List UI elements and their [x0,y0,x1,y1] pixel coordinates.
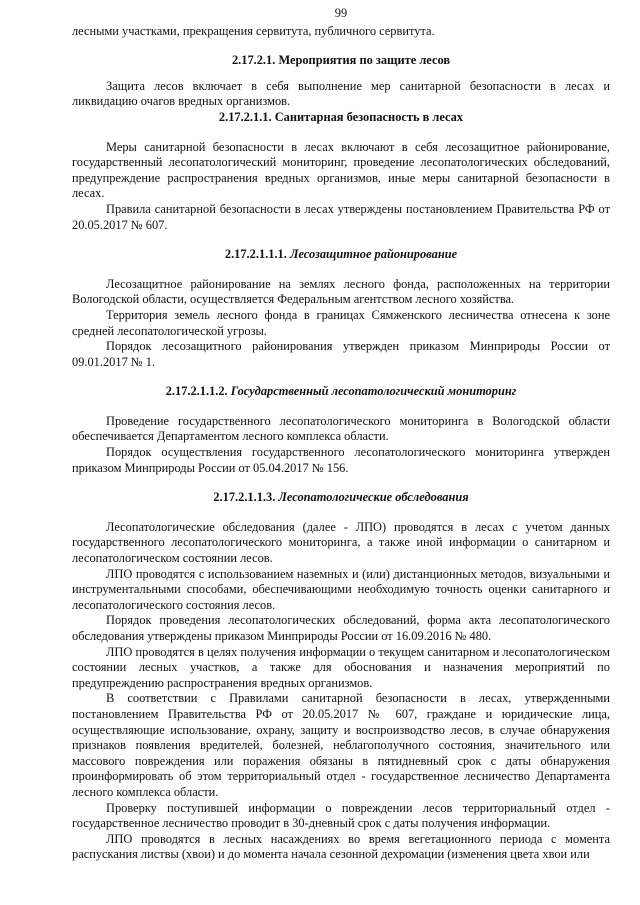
paragraph: Лесозащитное районирование на землях лесного фонда, расположенных на территории Вологодской области, осуществляется Федеральным агентством лесного хозяйства. [72,276,610,307]
section-heading-2-17-2-1 [72,53,610,69]
section-number: 2.17.2.1.1.3. [213,490,276,505]
paragraph: ЛПО проводятся в целях получения информации о текущем санитарном и лесопатологическом состоянии лесных участков, а также для обоснования и назначения мероприятий по предупреждению распространения вредных организмов. [72,644,610,690]
section-title: Лесопатологические обследования [278,490,469,505]
paragraph: Проверку поступившей информации о повреждении лесов территориальный отдел - государственное лесничество проводит в 30-дневный срок с даты получения информации. [72,800,610,831]
paragraph: Территория земель лесного фонда в границах Сямженского лесничества отнесена к зоне средней лесопатологической угрозы. [72,307,610,338]
paragraph: ЛПО проводятся с использованием наземных и (или) дистанционных методов, визуальными и инструментальными способами, обеспечивающими необходимую точность оценки санитарного и лесопатологического состояния лесов. [72,566,610,612]
section-number: 2.17.2.1.1.2. [165,384,228,399]
section-number: 2.17.2.1.1.1. [224,247,287,262]
section-title: Мероприятия по защите лесов [278,53,451,68]
paragraph: Меры санитарной безопасности в лесах включают в себя лесозащитное районирование, государственный лесопатологический мониторинг, проведение лесопатологических обследований, предупреждение распространения вредных организмов, иные меры санитарной безопасности в лесах. [72,139,610,201]
paragraph: Порядок лесозащитного районирования утвержден приказом Минприроды России от 09.01.2017 № 1. [72,339,610,369]
section-heading-2-17-2-1-1 [72,110,610,126]
section-heading-2-17-2-1-1-3 [72,490,610,506]
paragraph: Защита лесов включает в себя выполнение мер санитарной безопасности в лесах и ликвидацию очагов вредных организмов. [72,78,610,109]
section-heading-2-17-2-1-1-2 [72,384,610,400]
continuation-text: лесными участками, прекращения сервитута, публичного сервитута. [72,23,435,38]
section-heading-2-17-2-1-1-1 [72,247,610,263]
section-number: 2.17.2.1. [231,53,276,68]
section-number: 2.17.2.1.1. [218,109,272,124]
paragraph: ЛПО проводятся в лесных насаждениях во время вегетационного периода с момента распускания листвы (хвои) и до момента начала сезонной дехромации (изменения цвета хвои или [72,831,610,862]
paragraph: Правила санитарной безопасности в лесах утверждены постановлением Правительства РФ от 20.05.2017 № 607. [72,201,610,232]
section-title: Лесозащитное районирование [289,247,458,262]
section-title: Государственный лесопатологический мониторинг [230,384,517,399]
paragraph: Порядок осуществления государственного лесопатологического мониторинга утвержден приказом Минприроды России от 05.04.2017 № 156. [72,445,610,475]
paragraph: Порядок проведения лесопатологических обследований, форма акта лесопатологического обследования утверждены приказом Минприроды России от 16.09.2016 № 480. [72,613,610,643]
paragraph: Проведение государственного лесопатологического мониторинга в Вологодской области обеспечивается Департаментом лесного комплекса области. [72,413,610,444]
section-title: Санитарная безопасность в лесах [274,109,464,124]
paragraph: Лесопатологические обследования (далее - ЛПО) проводятся в лесах с учетом данных государственного лесопатологического мониторинга, а также иной информации о санитарном и лесопатологическом состоянии лесов. [72,519,610,566]
paragraph: В соответствии с Правилами санитарной безопасности в лесах, утвержденными постановлением Правительства РФ от 20.05.2017 № 607, граждане и юридические лица, осуществляющие использование, охрану, защиту и воспроизводство лесов, в случае обнаружения признаков появления вредителей, болезней, неблагополучного состояния, значительного или массового повреждения или поражения обязаны в пятидневный срок с даты обнаружения проинформировать об этом территориальный отдел - государственное лесничество Департамента лесного комплекса области. [72,691,610,799]
page-number: 99 [334,6,348,20]
